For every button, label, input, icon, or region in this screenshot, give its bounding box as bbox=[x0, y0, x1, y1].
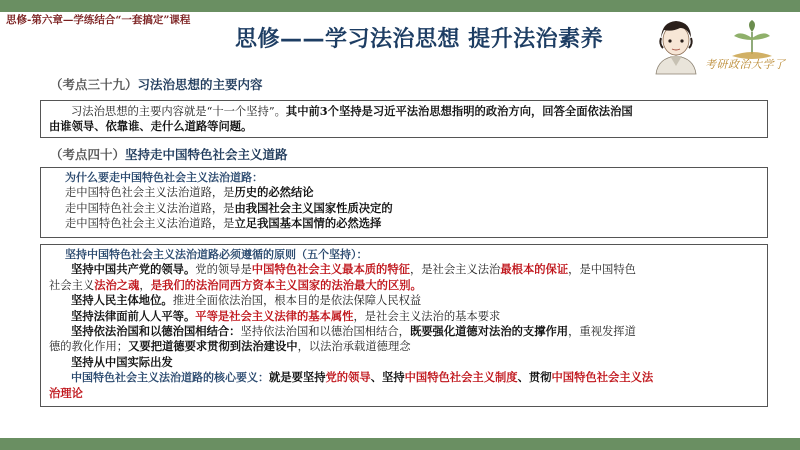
text-line bbox=[49, 278, 759, 293]
top-strip bbox=[0, 0, 800, 12]
content-box-3 bbox=[40, 244, 768, 407]
page-title: 思修——学习法治思想 提升法治素养 bbox=[235, 27, 604, 52]
content-box-1 bbox=[40, 100, 768, 138]
section-title: 习法治思想的主要内容 bbox=[137, 77, 263, 92]
text-line bbox=[49, 324, 759, 339]
text-line bbox=[65, 216, 759, 231]
section-tag: （考点三十九） bbox=[50, 77, 138, 92]
text-line: 由谁领导、依靠谁、走什么道路等问题。 bbox=[49, 119, 253, 134]
text-run-red: 党的领导 bbox=[325, 370, 371, 385]
text-run: ，重视发挥道 bbox=[568, 325, 636, 339]
box-heading: 坚持中国特色社会主义法治道路必须遵循的原则（五个坚持）： bbox=[65, 248, 368, 261]
principle-lead: 坚持人民主体地位。 bbox=[71, 294, 173, 308]
text-line bbox=[49, 309, 759, 324]
text-line: 治理论 bbox=[49, 385, 83, 400]
text-run: 走中国特色社会主义法治道路，是 bbox=[65, 201, 235, 215]
brand-text: 考研政治大学了 bbox=[705, 58, 786, 71]
text-run: 走中国特色社会主义法治道路，是 bbox=[65, 217, 235, 231]
principle-lead: 坚持依法治国和以德治国相结合： bbox=[71, 325, 241, 339]
text-run-red: 最根本的保证 bbox=[500, 262, 569, 277]
section-heading-39 bbox=[50, 75, 263, 93]
text-line bbox=[65, 185, 759, 200]
text-run: ，以法治承载道德理念 bbox=[297, 340, 411, 354]
text-run: 推进全面依法治国，根本目的是依法保障人民权益 bbox=[172, 294, 422, 308]
text-line bbox=[49, 262, 759, 277]
text-run-bold: 其中前3个坚持是习近平法治思想指明的政治方向，回答全面依法治国 bbox=[285, 104, 633, 118]
bottom-strip bbox=[0, 438, 800, 450]
text-line bbox=[49, 370, 759, 385]
text-run: ， bbox=[139, 278, 151, 292]
text-run-red: 中国特色社会主义最本质的特征 bbox=[251, 262, 410, 277]
principle-lead: 坚持法律面前人人平等。 bbox=[71, 309, 196, 323]
text-line bbox=[49, 293, 759, 308]
text-run: ，是社会主义法治 bbox=[409, 263, 501, 277]
text-run-bold: 又要把道德要求贯彻到法治建设中 bbox=[128, 339, 298, 354]
course-label: 思修-第六章—学练结合“一套搞定”课程 bbox=[6, 14, 191, 26]
teacher-avatar-icon bbox=[650, 14, 702, 76]
text-run-bold: 历史的必然结论 bbox=[234, 185, 314, 200]
section-tag: （考点四十） bbox=[50, 147, 126, 162]
text-run: 坚持依法治国和以德治国相结合， bbox=[240, 325, 410, 339]
text-run-red: 中国特色社会主义制度 bbox=[404, 370, 518, 385]
text-run: ，是中国特色 bbox=[568, 263, 636, 277]
section-title: 坚持走中国特色社会主义道路 bbox=[125, 147, 288, 162]
text-run: 走中国特色社会主义法治道路，是 bbox=[65, 186, 235, 200]
text-run: 社会主义 bbox=[49, 278, 95, 292]
text-run-red: 是我们的法治同西方资本主义国家的法治最大的区别。 bbox=[150, 277, 422, 292]
text-line: 坚持从中国实际出发 bbox=[71, 355, 173, 369]
core-label: 中国特色社会主义法治道路的核心要义： bbox=[71, 371, 269, 385]
text-run: 党的领导是 bbox=[195, 263, 252, 277]
text-line bbox=[49, 104, 759, 119]
text-run-bold: 、贯彻 bbox=[517, 370, 552, 385]
text-run-red: 法治之魂 bbox=[94, 277, 140, 292]
content-box-2 bbox=[40, 167, 768, 238]
text-run-bold: 、坚持 bbox=[370, 370, 405, 385]
text-line bbox=[65, 201, 759, 216]
text-run: ，是社会主义法治的基本要求 bbox=[353, 309, 501, 323]
text-run-bold: 就是要坚持 bbox=[269, 370, 326, 385]
text-run-red: 中国特色社会主义法 bbox=[551, 370, 654, 385]
section-heading-40 bbox=[50, 145, 288, 163]
text-run-bold: 既要强化道德对法治的支撑作用 bbox=[409, 324, 569, 339]
text-line bbox=[49, 339, 759, 354]
text-run-bold: 立足我国基本国情的必然选择 bbox=[234, 216, 382, 231]
principle-lead: 坚持中国共产党的领导。 bbox=[71, 263, 196, 277]
text-run-bold: 由我国社会主义国家性质决定的 bbox=[234, 200, 393, 215]
box-question: 为什么要走中国特色社会主义法治道路： bbox=[65, 171, 263, 184]
text-run-red: 平等是社会主义法律的基本属性 bbox=[195, 308, 354, 323]
text-run: 德的教化作用； bbox=[49, 340, 129, 354]
text-run: 习法治思想的主要内容就是“十一个坚持”。 bbox=[71, 105, 286, 118]
